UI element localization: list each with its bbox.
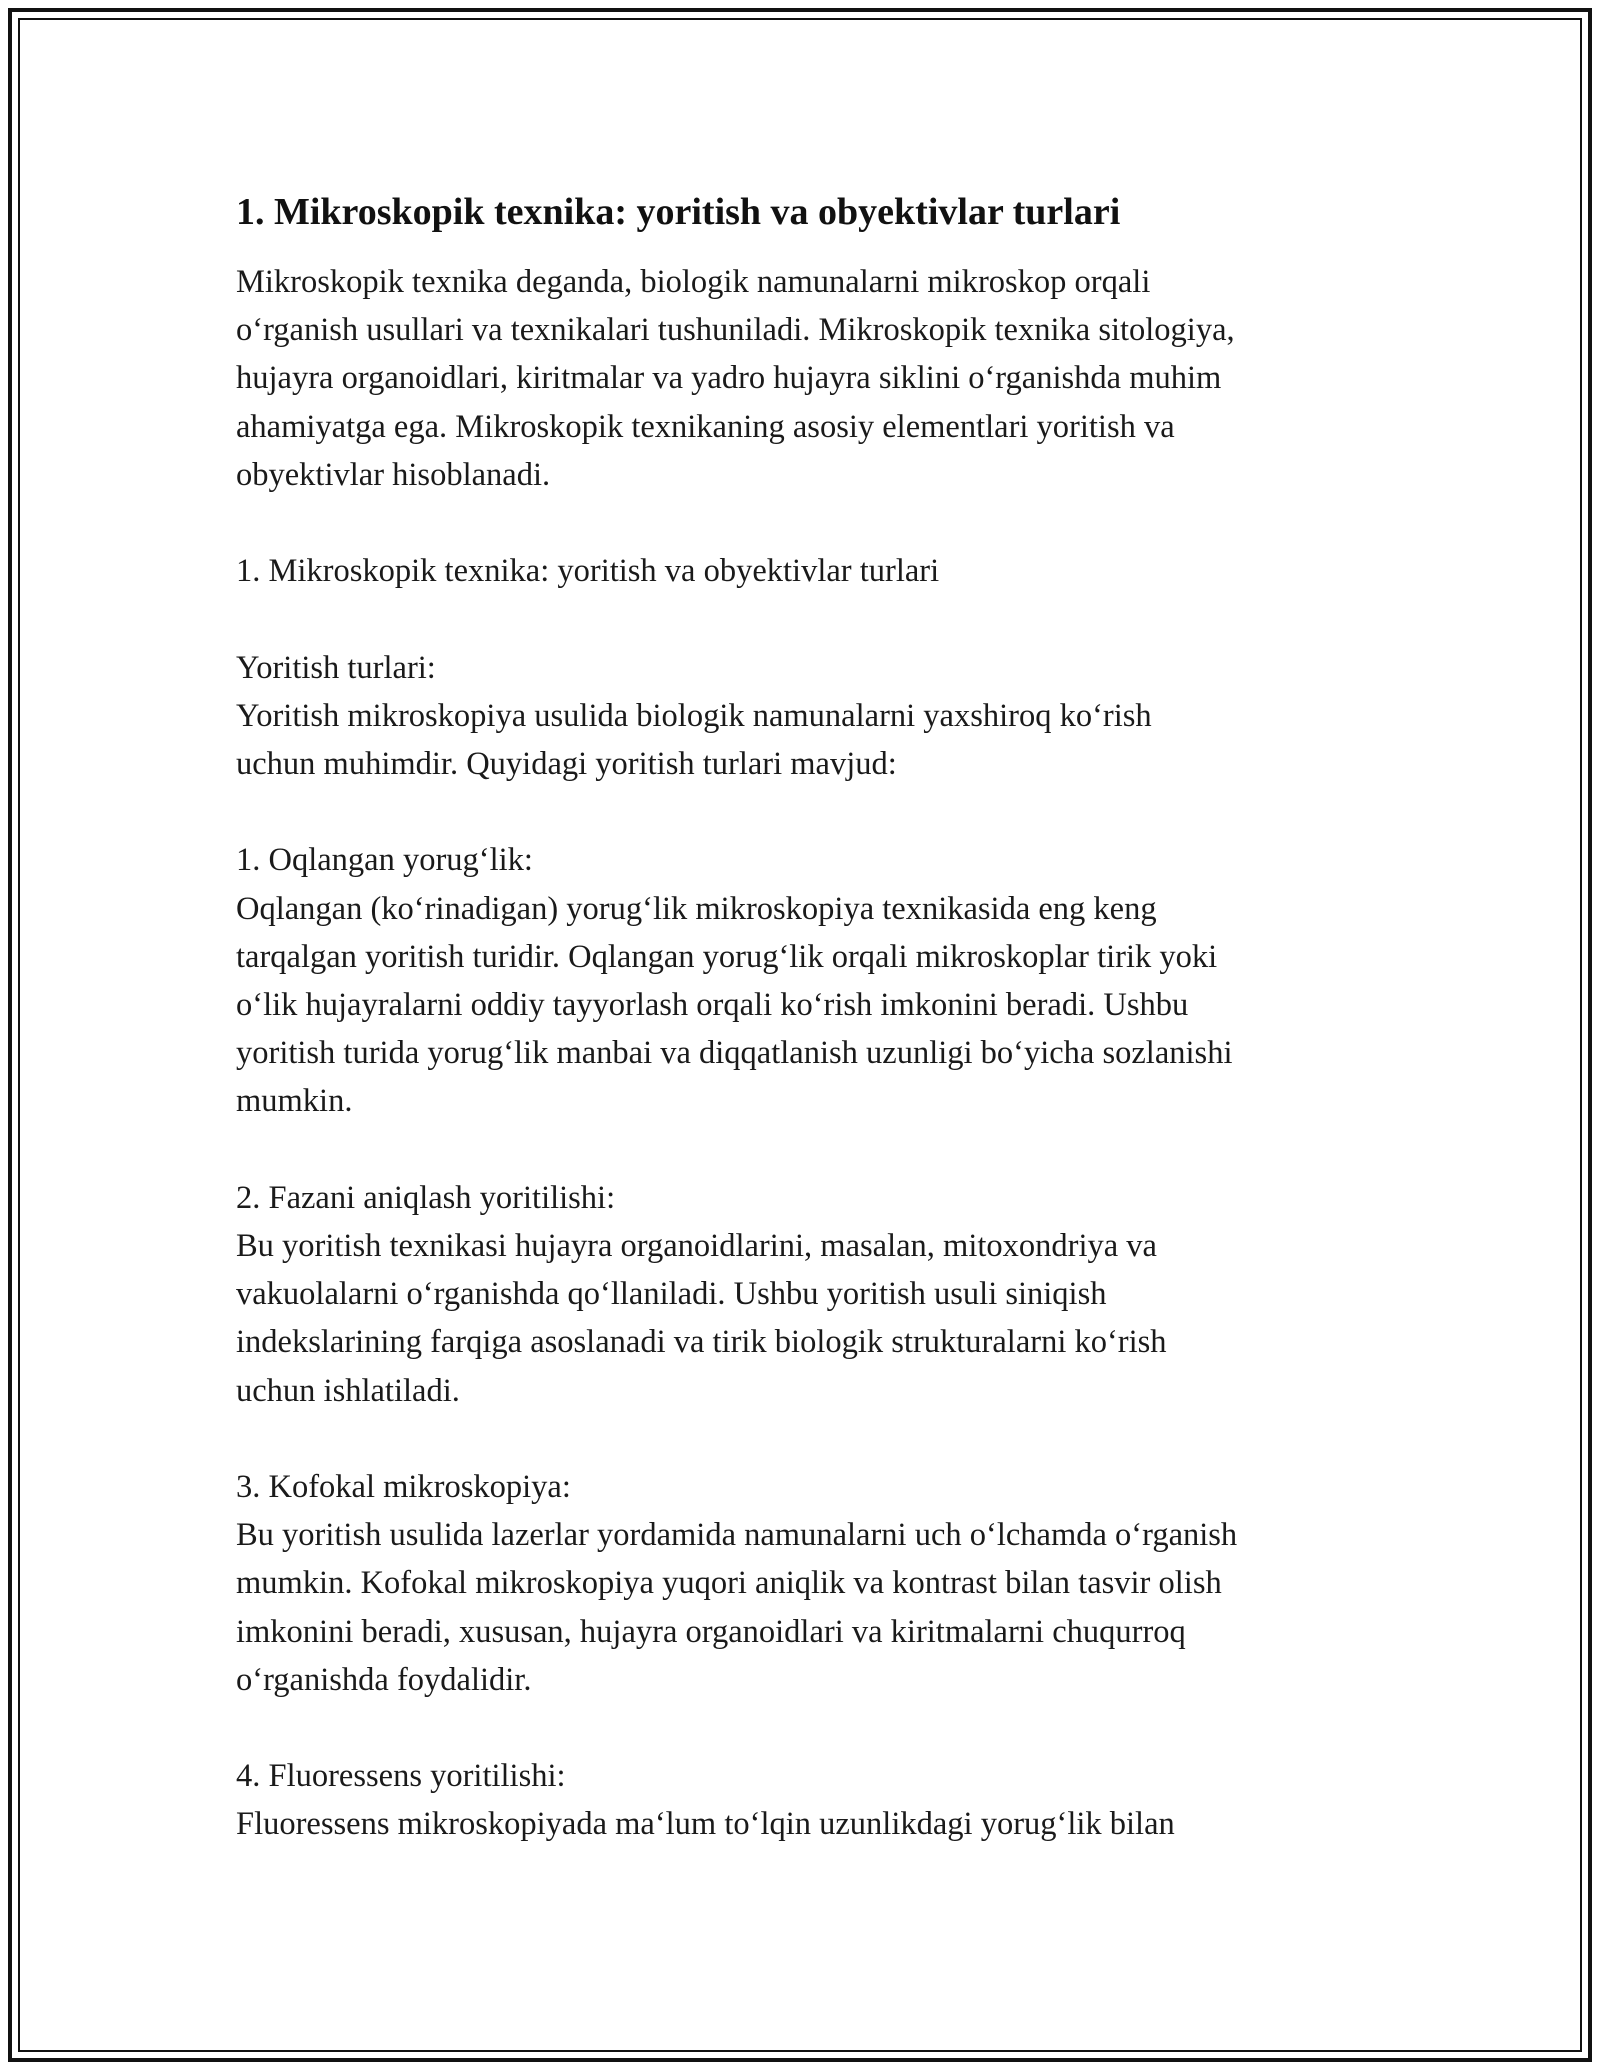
confocal-paragraph: 3. Kofokal mikroskopiya: Bu yoritish usulida lazerlar yordamida namunalarni uch o‘lchamda o‘rganish mumkin. Kofokal mikroskopiya yuqori aniqlik va kontrast bilan tasvir olish imkonini beradi, xususan, hujayra organoidlari va kiritmalarni chuqurroq o‘rganishda foydalidir. xyxy=(236,1469,1238,1698)
section-title-line: 1. Mikroskopik texnika: yoritish va obyektivlar turlari xyxy=(236,553,940,590)
intro-paragraph: Mikroskopik texnika deganda, biologik namunalarni mikroskop orqali o‘rganish usullari va texnikalari tushuniladi. Mikroskopik texnika sitologiya, hujayra organoidlari, kiritmalar va yadro hujayra siklini o‘rganishda muhim ahamiyatga ega. Mikroskopik texnikaning asosiy elementlari yoritish va obyektivlar hisoblanadi. xyxy=(236,264,1235,493)
fluorescence-paragraph: 4. Fluoressens yoritilishi: Fluoressens mikroskopiyada ma‘lum to‘lqin uzunlikdagi yorug‘lik bilan xyxy=(236,1758,1175,1843)
brightfield-paragraph: 1. Oqlangan yorug‘lik: Oqlangan (ko‘rinadigan) yorug‘lik mikroskopiya texnikasida eng keng tarqalgan yoritish turidir. Oqlangan yorug‘lik orqali mikroskoplar tirik yoki o‘lik hujayralarni oddiy tayyorlash orqali ko‘rish imkonini beradi. Ushbu yoritish turida yorug‘lik manbai va diqqatlanish uzunligi bo‘yicha sozlanishi mumkin. xyxy=(236,842,1233,1120)
phase-contrast-paragraph: 2. Fazani aniqlash yoritilishi: Bu yoritish texnikasi hujayra organoidlarini, masalan, mitoxondriya va vakuolalarni o‘rganishda qo‘llaniladi. Ushbu yoritish usuli siniqish indekslarining farqiga asoslanadi va tirik biologik strukturalarni ko‘rish uchun ishlatiladi. xyxy=(236,1179,1167,1409)
document-heading: 1. Mikroskopik texnika: yoritish va obyektivlar turlari xyxy=(236,191,1121,233)
document-body xyxy=(236,188,1386,1849)
illumination-types-paragraph: Yoritish turlari: Yoritish mikroskopiya usulida biologik namunalarni yaxshiroq ko‘rish uchun muhimdir. Quyidagi yoritish turlari mavjud: xyxy=(236,649,1152,782)
